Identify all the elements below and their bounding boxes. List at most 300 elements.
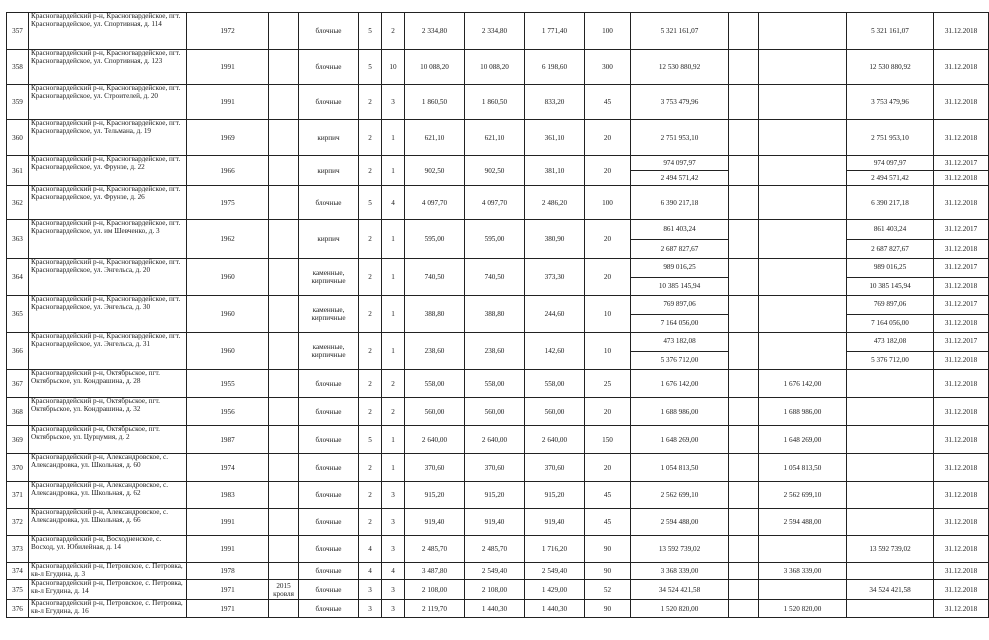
- regional-budget-cell: [759, 536, 847, 563]
- private-area-cell: 2 640,00: [525, 426, 585, 454]
- cost-cell: 1 676 142,00: [631, 370, 729, 398]
- deadline-cell: 31.12.2018: [934, 563, 989, 580]
- private-area-cell: 1 716,20: [525, 536, 585, 563]
- residential-area-cell: 902,50: [465, 156, 525, 186]
- table-row: [7, 580, 989, 600]
- cost-cell: 12 530 880,92: [631, 50, 729, 85]
- cost-cell: 1 520 820,00: [631, 600, 729, 618]
- fund-cell: [729, 186, 759, 220]
- total-area-cell: 621,10: [405, 120, 465, 156]
- row-number: 358: [7, 50, 29, 85]
- regional-budget-cell: [759, 13, 847, 50]
- floors-cell: 4: [359, 563, 382, 580]
- cost-cell: 6 390 217,18: [631, 186, 729, 220]
- entrances-cell: 3: [382, 536, 405, 563]
- repair-year-cell: [269, 186, 299, 220]
- wall-material-cell: блочные: [299, 398, 359, 426]
- floors-cell: 3: [359, 600, 382, 618]
- fund-cell: [729, 370, 759, 398]
- row-number: 362: [7, 186, 29, 220]
- cost-cell: 5 321 161,07: [631, 13, 729, 50]
- residents-cell: 45: [585, 85, 631, 120]
- residential-area-cell: 740,50: [465, 259, 525, 296]
- deadline-cell-part: 31.12.2018: [944, 318, 978, 327]
- build-year-cell: 1960: [187, 259, 269, 296]
- repair-year-cell: [269, 220, 299, 259]
- floors-cell: 2: [359, 120, 382, 156]
- fund-cell: [729, 398, 759, 426]
- residents-cell: 20: [585, 220, 631, 259]
- total-area-cell: 2 108,00: [405, 580, 465, 600]
- cost-cell-part: 974 097,97: [631, 156, 728, 171]
- residential-area-cell: 370,60: [465, 454, 525, 482]
- table-row: [7, 454, 989, 482]
- address-cell: Красногвардейский р-н, Красногвардейское, пгт. Красногвардейское, ул. Энгельса, д. 30: [29, 296, 187, 333]
- residents-cell: 20: [585, 398, 631, 426]
- build-year-cell: 1966: [187, 156, 269, 186]
- table-row: [7, 156, 989, 186]
- floors-cell: 2: [359, 156, 382, 186]
- entrances-cell: 3: [382, 580, 405, 600]
- document-page: [6, 12, 978, 618]
- wall-material-cell: каменные, кирпичные: [299, 333, 359, 370]
- wall-material-cell: блочные: [299, 563, 359, 580]
- private-area-cell: 915,20: [525, 482, 585, 509]
- regional-budget-cell: [759, 333, 847, 370]
- residents-cell: 20: [585, 259, 631, 296]
- entrances-cell: 1: [382, 333, 405, 370]
- regional-budget-cell: 1 054 813,50: [759, 454, 847, 482]
- private-area-cell: 370,60: [525, 454, 585, 482]
- cost-cell-part: 989 016,25: [631, 259, 728, 278]
- owners-funds-cell: [847, 509, 934, 536]
- table-body: [7, 13, 989, 618]
- deadline-cell: 31.12.2018: [934, 482, 989, 509]
- private-area-cell: 1 429,00: [525, 580, 585, 600]
- regional-budget-cell: 1 520 820,00: [759, 600, 847, 618]
- owners-funds-cell: [847, 259, 934, 296]
- residential-area-cell: 621,10: [465, 120, 525, 156]
- build-year-cell: 1962: [187, 220, 269, 259]
- owners-funds-cell-part: 2 494 571,42: [871, 174, 909, 182]
- wall-material-cell: блочные: [299, 50, 359, 85]
- owners-funds-cell: [847, 333, 934, 370]
- repair-year-cell: [269, 50, 299, 85]
- fund-cell: [729, 296, 759, 333]
- repair-year-cell: [269, 482, 299, 509]
- deadline-cell-part: 31.12.2018: [944, 244, 978, 253]
- owners-funds-cell: [847, 296, 934, 333]
- build-year-cell: 1969: [187, 120, 269, 156]
- residential-area-cell: 915,20: [465, 482, 525, 509]
- address-cell: Красногвардейский р-н, Александровское, с. Александровка, ул. Школьная, д. 62: [29, 482, 187, 509]
- cost-cell: [631, 296, 729, 333]
- cost-cell: 1 688 986,00: [631, 398, 729, 426]
- regional-budget-cell: [759, 259, 847, 296]
- deadline-cell: [934, 259, 989, 296]
- address-cell: Красногвардейский р-н, Красногвардейское, пгт. Красногвардейское, ул. Фрунзе, д. 22: [29, 156, 187, 186]
- entrances-cell: 10: [382, 50, 405, 85]
- address-cell: Красногвардейский р-н, Красногвардейское, пгт. Красногвардейское, ул. Спортивная, д. 123: [29, 50, 187, 85]
- cost-cell: 2 562 699,10: [631, 482, 729, 509]
- build-year-cell: 1991: [187, 536, 269, 563]
- capital-repair-table: [6, 12, 989, 618]
- table-row: [7, 426, 989, 454]
- repair-year-cell: [269, 398, 299, 426]
- row-number: 359: [7, 85, 29, 120]
- deadline-cell-part: 31.12.2017: [934, 220, 988, 240]
- floors-cell: 5: [359, 186, 382, 220]
- build-year-cell: 1960: [187, 333, 269, 370]
- residential-area-cell: 2 108,00: [465, 580, 525, 600]
- floors-cell: 2: [359, 398, 382, 426]
- cost-cell: 34 524 421,58: [631, 580, 729, 600]
- wall-material-cell: блочные: [299, 482, 359, 509]
- address-cell: Красногвардейский р-н, Петровское, с. Петровка, кв-л Егудина, д. 16: [29, 600, 187, 618]
- deadline-cell-part: 31.12.2017: [934, 333, 988, 352]
- table-row: [7, 563, 989, 580]
- row-number: 364: [7, 259, 29, 296]
- total-area-cell: 560,00: [405, 398, 465, 426]
- cost-cell-part: 7 164 056,00: [660, 318, 699, 327]
- build-year-cell: 1991: [187, 85, 269, 120]
- private-area-cell: 560,00: [525, 398, 585, 426]
- cost-cell: [631, 259, 729, 296]
- total-area-cell: 3 487,80: [405, 563, 465, 580]
- row-number: 371: [7, 482, 29, 509]
- table-row: [7, 13, 989, 50]
- entrances-cell: 1: [382, 156, 405, 186]
- regional-budget-cell: [759, 50, 847, 85]
- table-row: [7, 259, 989, 296]
- regional-budget-cell: [759, 120, 847, 156]
- residents-cell: 20: [585, 156, 631, 186]
- address-cell: Красногвардейский р-н, Красногвардейское, пгт. Красногвардейское, ул. Энгельса, д. 31: [29, 333, 187, 370]
- floors-cell: 2: [359, 454, 382, 482]
- residents-cell: 45: [585, 509, 631, 536]
- wall-material-cell: блочные: [299, 85, 359, 120]
- cost-cell-part: 861 403,24: [631, 220, 728, 240]
- total-area-cell: 558,00: [405, 370, 465, 398]
- address-cell: Красногвардейский р-н, Петровское, с. Петровка, кв-л Егудина, д. 3: [29, 563, 187, 580]
- wall-material-cell: блочные: [299, 454, 359, 482]
- entrances-cell: 2: [382, 398, 405, 426]
- wall-material-cell: блочные: [299, 580, 359, 600]
- entrances-cell: 1: [382, 220, 405, 259]
- address-cell: Красногвардейский р-н, Александровское, с. Александровка, ул. Школьная, д. 66: [29, 509, 187, 536]
- fund-cell: [729, 120, 759, 156]
- cost-cell: 3 753 479,96: [631, 85, 729, 120]
- owners-funds-cell-part: 10 385 145,94: [869, 281, 911, 290]
- floors-cell: 2: [359, 296, 382, 333]
- build-year-cell: 1978: [187, 563, 269, 580]
- wall-material-cell: блочные: [299, 186, 359, 220]
- residential-area-cell: 2 549,40: [465, 563, 525, 580]
- fund-cell: [729, 454, 759, 482]
- table-row: [7, 536, 989, 563]
- wall-material-cell: блочные: [299, 600, 359, 618]
- cost-cell-part: 473 182,08: [631, 333, 728, 352]
- private-area-cell: 380,90: [525, 220, 585, 259]
- owners-funds-cell: [847, 482, 934, 509]
- owners-funds-cell-part: 989 016,25: [847, 259, 933, 278]
- fund-cell: [729, 259, 759, 296]
- private-area-cell: 1 440,30: [525, 600, 585, 618]
- table-row: [7, 509, 989, 536]
- regional-budget-cell: [759, 580, 847, 600]
- deadline-cell-part: 31.12.2018: [944, 281, 978, 290]
- wall-material-cell: каменные, кирпичные: [299, 296, 359, 333]
- residential-area-cell: 388,80: [465, 296, 525, 333]
- private-area-cell: 833,20: [525, 85, 585, 120]
- regional-budget-cell: [759, 296, 847, 333]
- wall-material-cell: кирпич: [299, 120, 359, 156]
- row-number: 365: [7, 296, 29, 333]
- wall-material-cell: блочные: [299, 536, 359, 563]
- cost-cell: [631, 333, 729, 370]
- table-row: [7, 296, 989, 333]
- address-cell: Красногвардейский р-н, Красногвардейское, пгт. Красногвардейское, ул. Фрунзе, д. 26: [29, 186, 187, 220]
- wall-material-cell: блочные: [299, 509, 359, 536]
- entrances-cell: 1: [382, 120, 405, 156]
- entrances-cell: 1: [382, 296, 405, 333]
- entrances-cell: 3: [382, 85, 405, 120]
- table-row: [7, 186, 989, 220]
- residential-area-cell: 558,00: [465, 370, 525, 398]
- row-number: 367: [7, 370, 29, 398]
- residents-cell: 45: [585, 482, 631, 509]
- wall-material-cell: кирпич: [299, 156, 359, 186]
- regional-budget-cell: 1 648 269,00: [759, 426, 847, 454]
- address-cell: Красногвардейский р-н, Октябрьское, пгт. Октябрьское, ул. Цурцумия, д. 2: [29, 426, 187, 454]
- owners-funds-cell: 12 530 880,92: [847, 50, 934, 85]
- regional-budget-cell: 3 368 339,00: [759, 563, 847, 580]
- floors-cell: 5: [359, 426, 382, 454]
- residential-area-cell: 2 485,70: [465, 536, 525, 563]
- fund-cell: [729, 156, 759, 186]
- owners-funds-cell-part: 7 164 056,00: [871, 318, 909, 327]
- cost-cell: 3 368 339,00: [631, 563, 729, 580]
- deadline-cell-part: 31.12.2017: [934, 156, 988, 171]
- residents-cell: 25: [585, 370, 631, 398]
- repair-year-cell: [269, 120, 299, 156]
- owners-funds-cell: 6 390 217,18: [847, 186, 934, 220]
- cost-cell: [631, 156, 729, 186]
- repair-year-cell: [269, 563, 299, 580]
- total-area-cell: 740,50: [405, 259, 465, 296]
- build-year-cell: 1955: [187, 370, 269, 398]
- fund-cell: [729, 580, 759, 600]
- table-row: [7, 85, 989, 120]
- floors-cell: 4: [359, 536, 382, 563]
- residential-area-cell: 10 088,20: [465, 50, 525, 85]
- deadline-cell: 31.12.2018: [934, 536, 989, 563]
- total-area-cell: 919,40: [405, 509, 465, 536]
- regional-budget-cell: 2 594 488,00: [759, 509, 847, 536]
- build-year-cell: 1971: [187, 600, 269, 618]
- residents-cell: 100: [585, 13, 631, 50]
- table-row: [7, 600, 989, 618]
- build-year-cell: 1983: [187, 482, 269, 509]
- total-area-cell: 915,20: [405, 482, 465, 509]
- cost-cell: 13 592 739,02: [631, 536, 729, 563]
- regional-budget-cell: 2 562 699,10: [759, 482, 847, 509]
- floors-cell: 2: [359, 85, 382, 120]
- deadline-cell: 31.12.2018: [934, 13, 989, 50]
- private-area-cell: 381,10: [525, 156, 585, 186]
- cost-cell-part: 769 897,06: [631, 296, 728, 315]
- total-area-cell: 902,50: [405, 156, 465, 186]
- regional-budget-cell: [759, 220, 847, 259]
- row-number: 361: [7, 156, 29, 186]
- row-number: 376: [7, 600, 29, 618]
- deadline-cell: [934, 156, 989, 186]
- private-area-cell: 2 549,40: [525, 563, 585, 580]
- residential-area-cell: 560,00: [465, 398, 525, 426]
- residents-cell: 100: [585, 186, 631, 220]
- residential-area-cell: 919,40: [465, 509, 525, 536]
- entrances-cell: 3: [382, 482, 405, 509]
- floors-cell: 5: [359, 13, 382, 50]
- cost-cell-part: 2 494 571,42: [660, 174, 699, 182]
- floors-cell: 5: [359, 50, 382, 85]
- address-cell: Красногвардейский р-н, Александровское, с. Александровка, ул. Школьная, д. 60: [29, 454, 187, 482]
- owners-funds-cell: [847, 370, 934, 398]
- repair-year-cell: [269, 426, 299, 454]
- wall-material-cell: блочные: [299, 370, 359, 398]
- top-edge: [0, 0, 905, 10]
- residential-area-cell: 238,60: [465, 333, 525, 370]
- residential-area-cell: 1 440,30: [465, 600, 525, 618]
- fund-cell: [729, 563, 759, 580]
- build-year-cell: 1987: [187, 426, 269, 454]
- address-cell: Красногвардейский р-н, Октябрьское, пгт. Октябрьское, ул. Кондрашина, д. 32: [29, 398, 187, 426]
- total-area-cell: 4 097,70: [405, 186, 465, 220]
- row-number: 369: [7, 426, 29, 454]
- repair-year-cell: [269, 454, 299, 482]
- cost-cell: 1 054 813,50: [631, 454, 729, 482]
- regional-budget-cell: [759, 156, 847, 186]
- table-row: [7, 370, 989, 398]
- floors-cell: 2: [359, 370, 382, 398]
- repair-year-cell: [269, 296, 299, 333]
- fund-cell: [729, 50, 759, 85]
- private-area-cell: 558,00: [525, 370, 585, 398]
- residents-cell: 90: [585, 536, 631, 563]
- residents-cell: 300: [585, 50, 631, 85]
- entrances-cell: 4: [382, 563, 405, 580]
- residents-cell: 20: [585, 454, 631, 482]
- row-number: 357: [7, 13, 29, 50]
- residents-cell: 52: [585, 580, 631, 600]
- floors-cell: 2: [359, 482, 382, 509]
- owners-funds-cell-part: 473 182,08: [847, 333, 933, 352]
- owners-funds-cell: 2 751 953,10: [847, 120, 934, 156]
- entrances-cell: 4: [382, 186, 405, 220]
- total-area-cell: 2 485,70: [405, 536, 465, 563]
- table-row: [7, 220, 989, 259]
- fund-cell: [729, 509, 759, 536]
- regional-budget-cell: 1 688 986,00: [759, 398, 847, 426]
- deadline-cell: [934, 220, 989, 259]
- private-area-cell: 1 771,40: [525, 13, 585, 50]
- residents-cell: 90: [585, 563, 631, 580]
- build-year-cell: 1991: [187, 50, 269, 85]
- private-area-cell: 6 198,60: [525, 50, 585, 85]
- cost-cell-part: 2 687 827,67: [660, 244, 699, 253]
- residents-cell: 20: [585, 120, 631, 156]
- repair-year-cell: [269, 259, 299, 296]
- deadline-cell: 31.12.2018: [934, 580, 989, 600]
- address-cell: Красногвардейский р-н, Красногвардейское, пгт. Красногвардейское, ул. Тельмана, д. 19: [29, 120, 187, 156]
- total-area-cell: 2 334,80: [405, 13, 465, 50]
- repair-year-cell: [269, 333, 299, 370]
- entrances-cell: 3: [382, 600, 405, 618]
- address-cell: Красногвардейский р-н, Октябрьское, пгт. Октябрьское, ул. Кондрашина, д. 28: [29, 370, 187, 398]
- private-area-cell: 919,40: [525, 509, 585, 536]
- regional-budget-cell: 1 676 142,00: [759, 370, 847, 398]
- row-number: 373: [7, 536, 29, 563]
- address-cell: Красногвардейский р-н, Красногвардейское, пгт. Красногвардейское, ул. Строителей, д. 20: [29, 85, 187, 120]
- cost-cell: [631, 220, 729, 259]
- wall-material-cell: кирпич: [299, 220, 359, 259]
- owners-funds-cell-part: 769 897,06: [847, 296, 933, 315]
- owners-funds-cell-part: 2 687 827,67: [871, 244, 909, 253]
- owners-funds-cell: [847, 600, 934, 618]
- private-area-cell: 373,30: [525, 259, 585, 296]
- owners-funds-cell-part: 974 097,97: [847, 156, 933, 171]
- floors-cell: 3: [359, 580, 382, 600]
- fund-cell: [729, 85, 759, 120]
- row-number: 372: [7, 509, 29, 536]
- cost-cell: 1 648 269,00: [631, 426, 729, 454]
- entrances-cell: 1: [382, 454, 405, 482]
- private-area-cell: 244,60: [525, 296, 585, 333]
- fund-cell: [729, 13, 759, 50]
- deadline-cell: 31.12.2018: [934, 85, 989, 120]
- owners-funds-cell: 34 524 421,58: [847, 580, 934, 600]
- build-year-cell: 1991: [187, 509, 269, 536]
- fund-cell: [729, 536, 759, 563]
- row-number: 360: [7, 120, 29, 156]
- total-area-cell: 1 860,50: [405, 85, 465, 120]
- deadline-cell: 31.12.2018: [934, 370, 989, 398]
- deadline-cell: 31.12.2018: [934, 509, 989, 536]
- deadline-cell: 31.12.2018: [934, 398, 989, 426]
- residential-area-cell: 1 860,50: [465, 85, 525, 120]
- repair-year-cell: [269, 600, 299, 618]
- address-cell: Красногвардейский р-н, Красногвардейское, пгт. Красногвардейское, ул. Спортивная, д. 114: [29, 13, 187, 50]
- row-number: 368: [7, 398, 29, 426]
- table-row: [7, 482, 989, 509]
- residential-area-cell: 2 334,80: [465, 13, 525, 50]
- row-number: 370: [7, 454, 29, 482]
- repair-year-cell: [269, 370, 299, 398]
- build-year-cell: 1956: [187, 398, 269, 426]
- table-row: [7, 333, 989, 370]
- private-area-cell: 2 486,20: [525, 186, 585, 220]
- owners-funds-cell: [847, 563, 934, 580]
- deadline-cell: 31.12.2018: [934, 600, 989, 618]
- residents-cell: 150: [585, 426, 631, 454]
- owners-funds-cell: 5 321 161,07: [847, 13, 934, 50]
- fund-cell: [729, 600, 759, 618]
- deadline-cell-part: 31.12.2018: [944, 355, 978, 364]
- floors-cell: 2: [359, 333, 382, 370]
- owners-funds-cell: [847, 426, 934, 454]
- owners-funds-cell: [847, 398, 934, 426]
- deadline-cell: 31.12.2018: [934, 186, 989, 220]
